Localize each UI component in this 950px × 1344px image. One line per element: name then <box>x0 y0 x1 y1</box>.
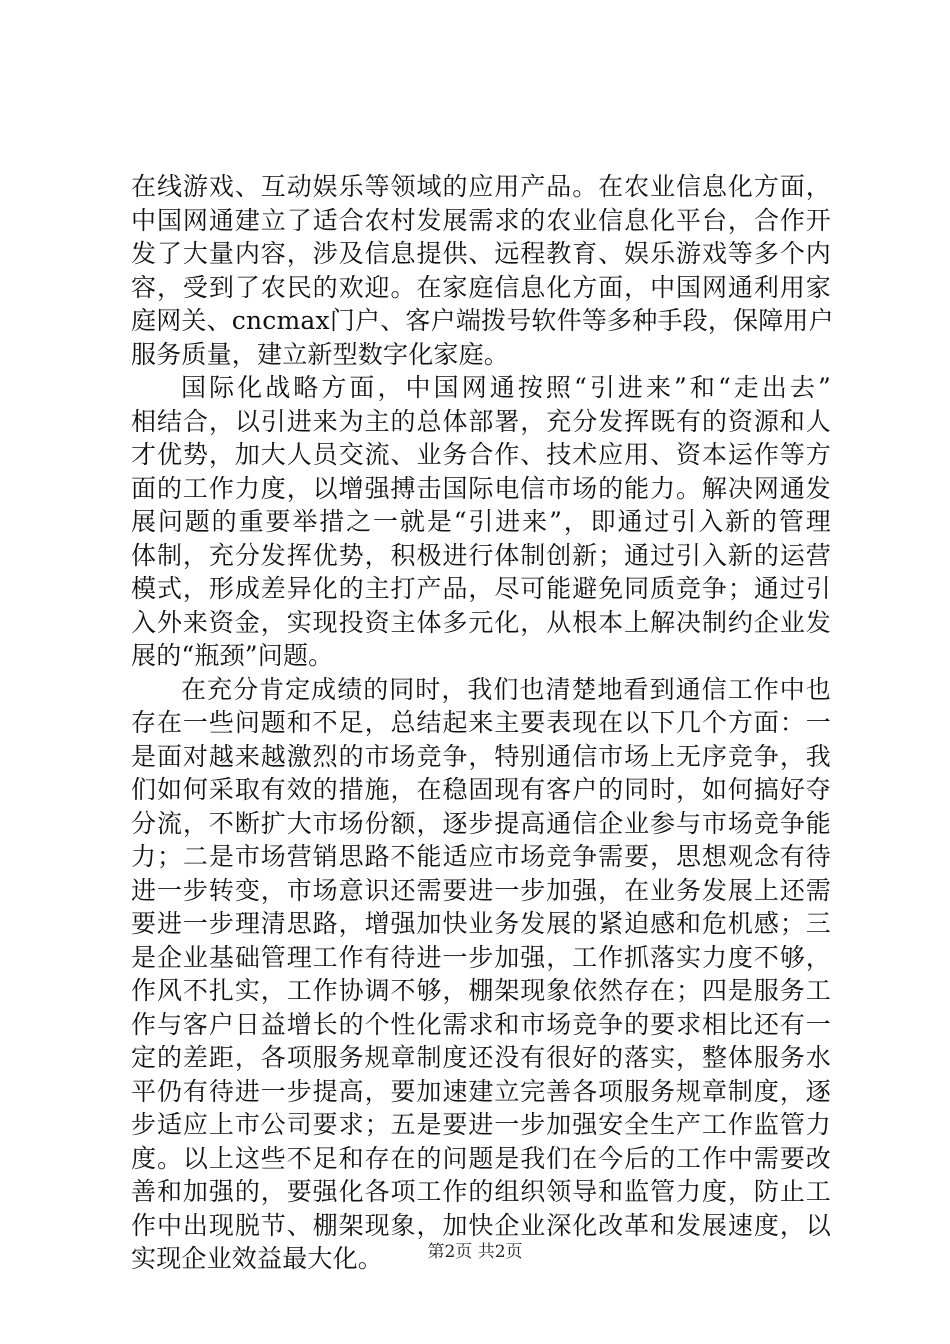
document-body <box>131 170 834 1276</box>
text-line: 存在一些问题和不足，总结起来主要表现在以下几个方面：一 <box>131 708 831 737</box>
text-line: 进一步转变，市场意识还需要进一步加强，在业务发展上还需 <box>131 875 831 905</box>
text-line: 度。以上这些不足和存在的问题是我们在今后的工作中需要改 <box>131 1143 831 1173</box>
text-line: 作中出现脱节、棚架现象，加快企业深化改革和发展速度，以 <box>131 1210 831 1240</box>
text-line: 发了大量内容，涉及信息提供、远程教育、娱乐游戏等多个内 <box>131 239 831 268</box>
text-line: 在充分肯定成绩的同时，我们也清楚地看到通信工作中也 <box>181 674 831 704</box>
text-line: 相结合，以引进来为主的总体部署，充分发挥既有的资源和人 <box>131 406 831 436</box>
text-line: 实现企业效益最大化。 <box>131 1244 384 1273</box>
text-line: 定的差距，各项服务规章制度还没有很好的落实，整体服务水 <box>131 1043 831 1072</box>
text-line: 要进一步理清思路，增强加快业务发展的紧迫感和危机感；三 <box>131 909 831 938</box>
text-line: 们如何采取有效的措施，在稳固现有客户的同时，如何搞好夺 <box>131 775 831 804</box>
text-line: 入外来资金，实现投资主体多元化，从根本上解决制约企业发 <box>131 607 831 637</box>
text-line: 面的工作力度，以增强搏击国际电信市场的能力。解决网通发 <box>131 473 831 503</box>
text-line: 国际化战略方面，中国网通按照“引进来”和“走出去” <box>181 373 831 402</box>
text-line: 在线游戏、互动娱乐等领域的应用产品。在农业信息化方面， <box>131 172 831 201</box>
text-line: 展问题的重要举措之一就是“引进来”，即通过引入新的管理 <box>131 507 831 536</box>
paragraph-container <box>131 170 834 1276</box>
text-line: 平仍有待进一步提高，要加速建立完善各项服务规章制度，逐 <box>131 1076 831 1106</box>
text-line: 分流，不断扩大市场份额，逐步提高通信企业参与市场竞争能 <box>131 808 831 838</box>
text-line: 体制，充分发挥优势，积极进行体制创新；通过引入新的运营 <box>131 540 831 570</box>
text-line: 力；二是市场营销思路不能适应市场竞争需要，思想观念有待 <box>131 842 831 871</box>
text-line: 步适应上市公司要求；五是要进一步加强安全生产工作监管力 <box>131 1110 831 1139</box>
page-number-label: 第2页 共2页 <box>427 1242 523 1262</box>
text-line: 中国网通建立了适合农村发展需求的农业信息化平台，合作开 <box>131 205 831 235</box>
paragraph <box>131 673 831 1276</box>
text-line: 作风不扎实，工作协调不够，棚架现象依然存在；四是服务工 <box>131 976 831 1005</box>
text-line: 是企业基础管理工作有待进一步加强，工作抓落实力度不够， <box>131 942 831 972</box>
text-line: 善和加强的，要强化各项工作的组织领导和监管力度，防止工 <box>131 1177 831 1206</box>
text-line: 模式，形成差异化的主打产品，尽可能避免同质竞争；通过引 <box>131 574 831 603</box>
paragraph <box>131 371 831 673</box>
text-line: 服务质量，建立新型数字化家庭。 <box>131 339 510 369</box>
paragraph <box>131 170 834 371</box>
text-line: 容，受到了农民的欢迎。在家庭信息化方面，中国网通利用家 <box>131 272 831 302</box>
text-line: 是面对越来越激烈的市场竞争，特别通信市场上无序竞争，我 <box>131 741 831 771</box>
text-line: 展的“瓶颈”问题。 <box>131 641 334 670</box>
text-line: 作与客户日益增长的个性化需求和市场竞争的要求相比还有一 <box>131 1009 831 1039</box>
text-line: 才优势，加大人员交流、业务合作、技术应用、资本运作等方 <box>131 440 831 469</box>
page-footer <box>0 1241 950 1263</box>
text-line: 庭网关、cncmax门户、客户端拨号软件等多种手段，保障用户 <box>131 306 834 335</box>
